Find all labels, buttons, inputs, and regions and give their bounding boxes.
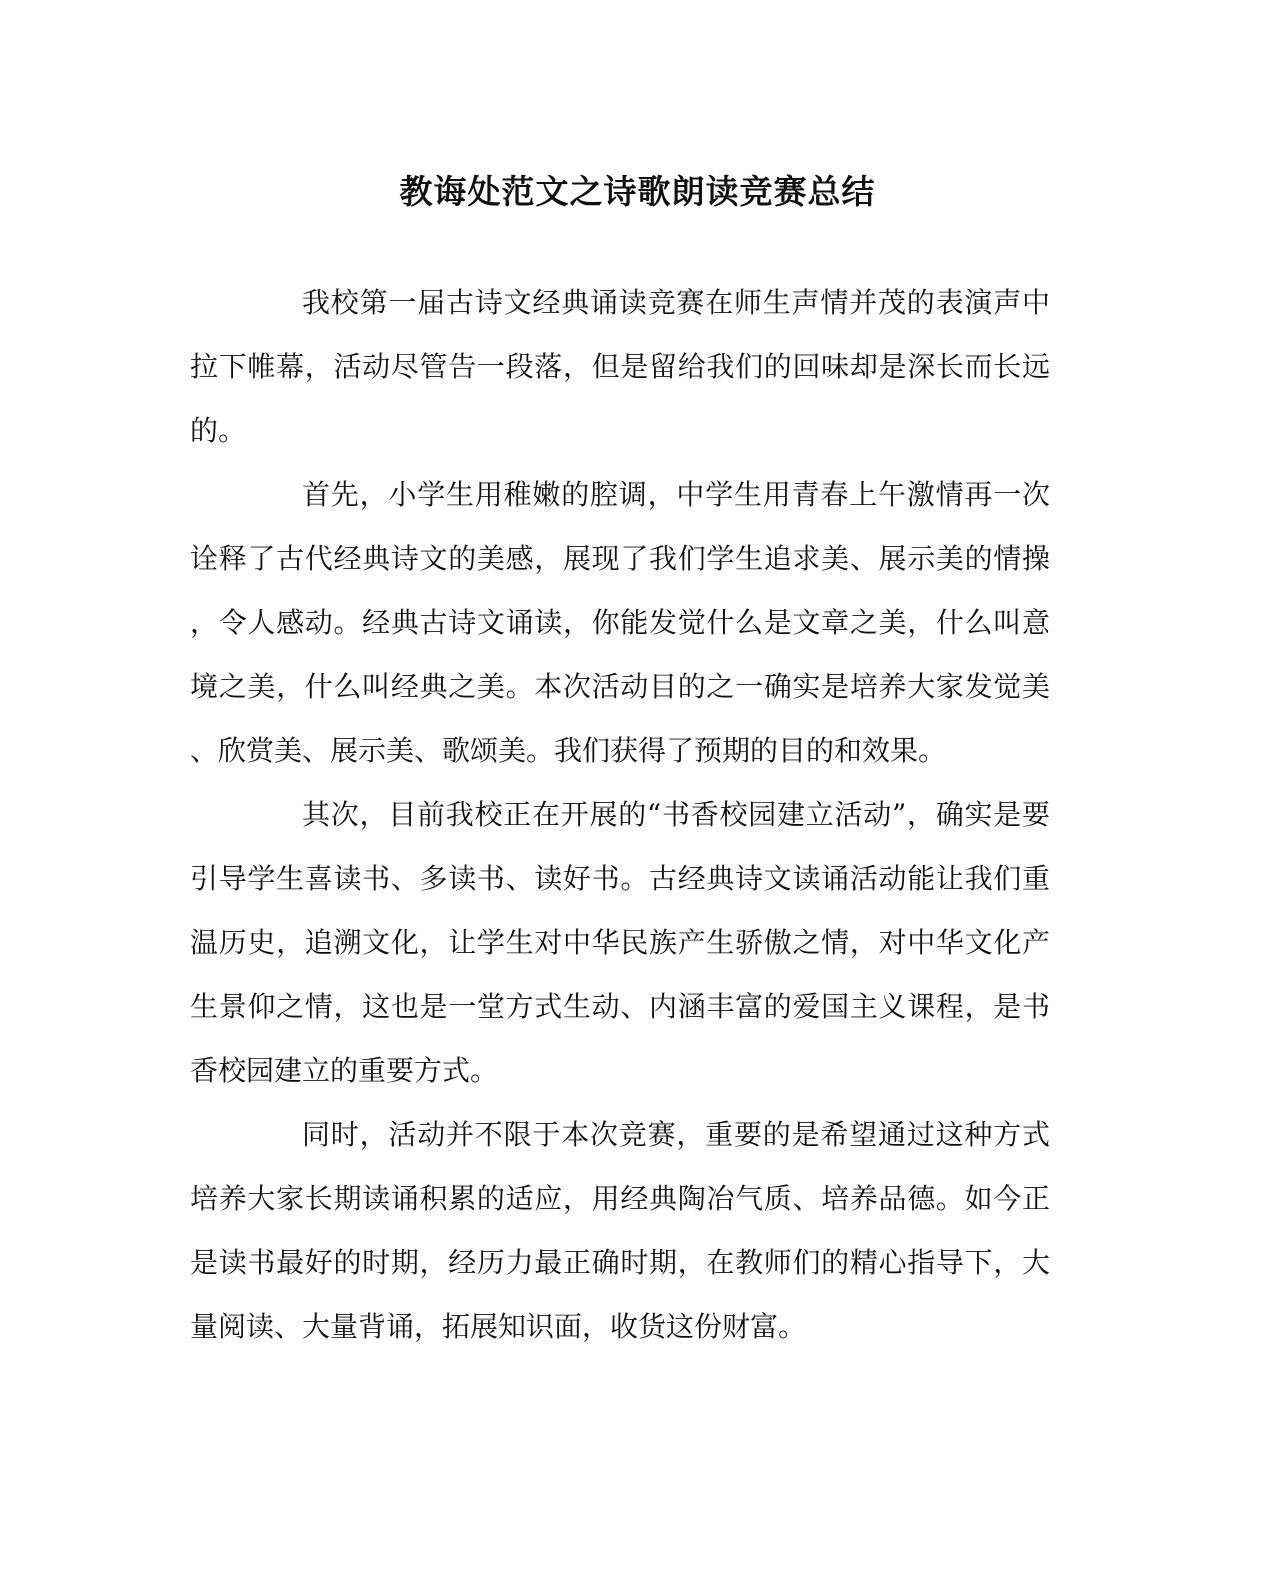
paragraph-2: 首先，小学生用稚嫩的腔调，中学生用青春上午激情再一次诠释了古代经典诗文的美感，展现了我们学生追求美、展示美的情操，令人感动。经典古诗文诵读，你能发觉什么是文章之美，什么叫意境之美，什么叫经典之美。本次活动目的之一确实是培养大家发觉美、欣赏美、展示美、歌颂美。我们获得了预期的目的和效果。	[190, 478, 1050, 767]
document-title: 教诲处范文之诗歌朗读竞赛总结	[399, 172, 876, 211]
paragraph-1: 我校第一届古诗文经典诵读竞赛在师生声情并茂的表演声中拉下帷幕，活动尽管告一段落，但是留给我们的回味却是深长而长远的。	[190, 286, 1050, 447]
paragraph-4: 同时，活动并不限于本次竞赛，重要的是希望通过这种方式培养大家长期读诵积累的适应，用经典陶冶气质、培养品德。如今正是读书最好的时期，经历力最正确时期，在教师们的精心指导下，大量阅读、大量背诵，拓展知识面，收货这份财富。	[190, 1118, 1050, 1343]
document-body	[190, 271, 1050, 1359]
paragraph-3: 其次，目前我校正在开展的“书香校园建立活动”，确实是要引导学生喜读书、多读书、读好书。古经典诗文读诵活动能让我们重温历史，追溯文化，让学生对中华民族产生骄傲之情，对中华文化产生景仰之情，这也是一堂方式生动、内涵丰富的爱国主义课程，是书香校园建立的重要方式。	[190, 798, 1050, 1087]
